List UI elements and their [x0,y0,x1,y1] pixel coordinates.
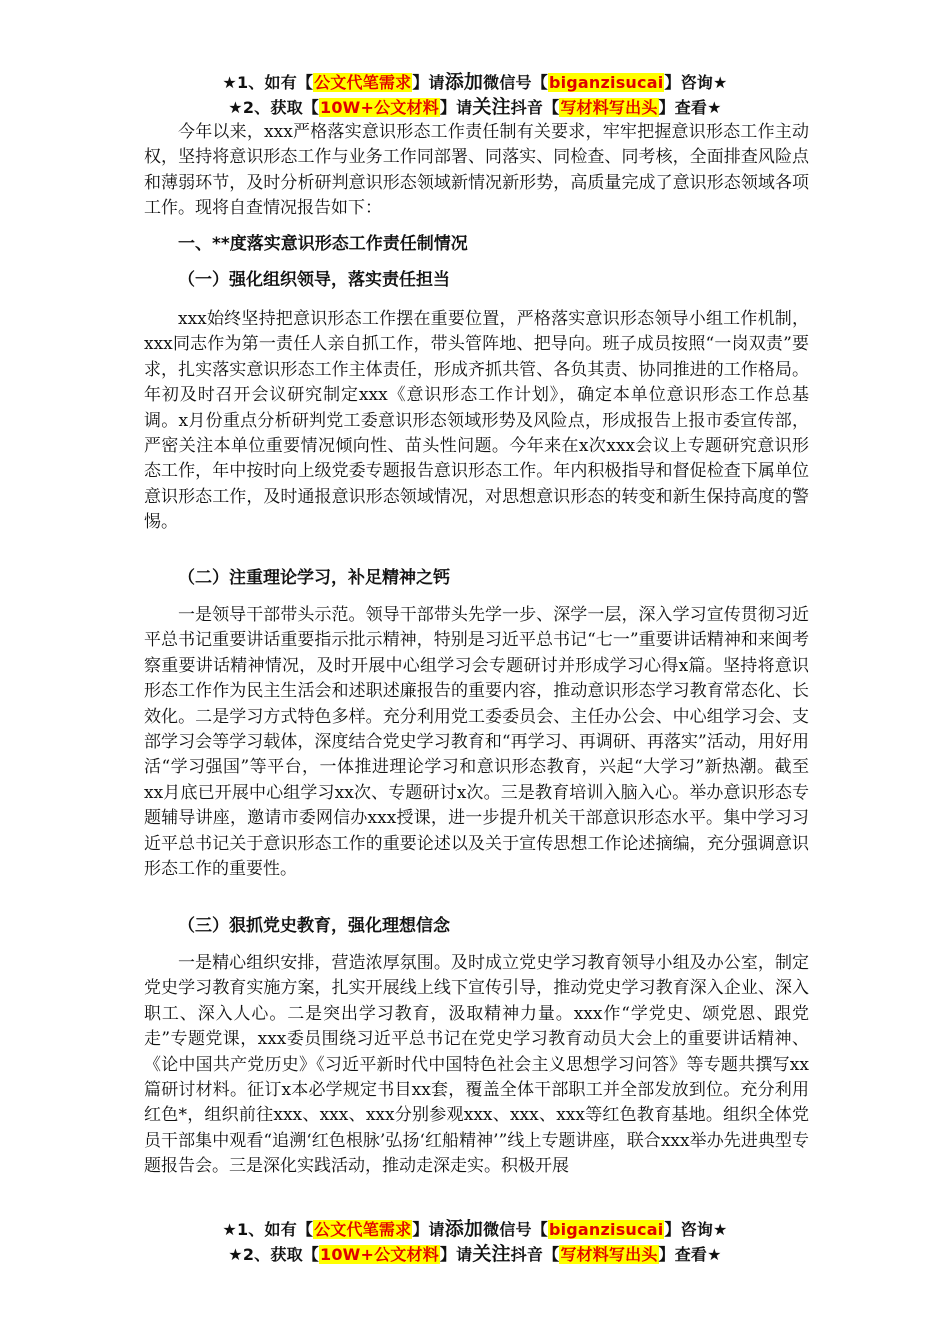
subsection-1-title: （一）强化组织领导，落实责任担当 [178,270,450,290]
promo-text: 】查看★ [658,1245,722,1264]
promo-text: 】咨询★ [664,73,728,92]
promo-highlight: biganzisucai [548,73,664,92]
promo-text: 】请 [439,98,473,117]
promo-text: ★2、获取【 [228,1245,319,1264]
promo-text: ★1、如有【 [222,1220,314,1239]
promo-line-2-bottom [0,1242,950,1267]
promo-highlight: 写材料写出头 [560,1245,658,1264]
subsection-3-paragraph: 一是精心组织安排，营造浓厚氛围。及时成立党史学习教育领导小组及办公室，制定党史学习教育实施方案，扎实开展线上线下宣传引导，推动党史学习教育深入企业、深入职工、深入人心。二是突出学习教育，汲取精神力量。xxx作“学党史、颂党恩、跟党走”专题党课，xxx委员围绕习近平总书记在党史学习教育动员大会上的重要讲话精神、《论中国共产党历史》《习近平新时代中国特色社会主义思想学习问答》等专题共撰写xx篇研讨材料。征订x本必学规定书目xx套，覆盖全体干部职工并全部发放到位。充分利用红色*，组织前往xxx、xxx、xxx分别参观xxx、xxx、xxx等红色教育基地。组织全体党员干部集中观看“追溯‘红色根脉’弘扬‘红船精神’”线上专题讲座，联合xxx举办先进典型专题报告会。三是深化实践活动，推动走深走实。积极开展 [144,953,809,1177]
promo-emphasis: 添加 [444,1218,484,1240]
subsection-3-body [144,951,809,1180]
promo-text: 】请 [412,73,445,92]
promo-text: 微信号【 [483,73,548,92]
promo-emphasis: 添加 [444,71,484,93]
promo-line-1-bottom [0,1217,950,1242]
promo-text: ★2、获取【 [228,98,319,117]
subsection-1 [144,268,809,293]
subsection-3-title: （三）狠抓党史教育，强化理想信念 [178,916,450,936]
promo-text: 微信号【 [483,1220,548,1239]
subsection-2-paragraph: 一是领导干部带头示范。领导干部带头先学一步、深学一层，深入学习宣传贯彻习近平总书记重要讲话重要指示批示精神，特别是习近平总书记“七一”重要讲话精神和来闽考察重要讲话精神情况，及时开展中心组学习会专题研讨并形成学习心得x篇。坚持将意识形态工作作为民主生活会和述职述廉报告的重要内容，推动意识形态学习教育常态化、长效化。二是学习方式特色多样。充分利用党工委委员会、主任办公会、中心组学习会、支部学习会等学习载体，深度结合党史学习教育和“再学习、再调研、再落实”活动，用好用活“学习强国”等平台，一体推进理论学习和意识形态教育，兴起“大学习”新热潮。截至xx月底已开展中心组学习xx次、专题研讨x次。三是教育培训入脑入心。举办意识形态专题辅导讲座，邀请市委网信办xxx授课，进一步提升机关干部意识形态水平。集中学习习近平总书记关于意识形态工作的重要论述以及关于宣传思想工作论述摘编，充分强调意识形态工作的重要性。 [144,605,809,880]
promo-text: 】查看★ [658,98,722,117]
promo-text: 】请 [439,1245,473,1264]
promo-line-2 [0,95,950,120]
promo-text: 抖音【 [510,1245,560,1264]
promo-highlight: 公文代笔需求 [314,73,412,92]
promo-highlight: 公文代笔需求 [314,1220,412,1239]
subsection-3 [144,914,809,939]
subsection-2-title: （二）注重理论学习，补足精神之钙 [178,568,450,588]
intro-paragraph: 今年以来，xxx严格落实意识形态工作责任制有关要求，牢牢把握意识形态工作主动权，坚持将意识形态工作与业务工作同部署、同落实、同检查、同考核，全面排查风险点和薄弱环节，及时分析研判意识形态领域新情况新形势，高质量完成了意识形态领域各项工作。现将自查情况报告如下： [144,122,809,219]
section-1 [144,232,809,257]
subsection-2-body [144,603,809,882]
promo-emphasis: 关注 [472,1243,511,1265]
intro-block [144,120,809,222]
promo-highlight: biganzisucai [548,1220,664,1239]
promo-highlight: 写材料写出头 [560,98,658,117]
promo-text: 抖音【 [510,98,560,117]
promo-highlight: 10W+公文材料 [319,1245,439,1264]
section-1-title: 一、**度落实意识形态工作责任制情况 [178,234,468,254]
promo-text: ★1、如有【 [222,73,314,92]
subsection-1-paragraph: xxx始终坚持把意识形态工作摆在重要位置，严格落实意识形态领导小组工作机制，xxx同志作为第一责任人亲自抓工作，带头管阵地、把导向。班子成员按照“一岗双责”要求，扎实落实意识形态工作主体责任，形成齐抓共管、各负其责、协同推进的工作格局。年初及时召开会议研究制定xxx《意识形态工作计划》，确定本单位意识形态工作总基调。x月份重点分析研判党工委意识形态领域形势及风险点，形成报告上报市委宣传部，严密关注本单位重要情况倾向性、苗头性问题。今年来在x次xxx会议上专题研究意识形态工作，年中按时向上级党委专题报告意识形态工作。年内积极指导和督促检查下属单位意识形态工作，及时通报意识形态领域情况，对思想意识形态的转变和新生保持高度的警惕。 [144,309,809,533]
subsection-1-body [144,307,809,536]
promo-text: 】请 [412,1220,445,1239]
promo-highlight: 10W+公文材料 [319,98,439,117]
promo-text: 】咨询★ [664,1220,728,1239]
promo-line-1 [0,70,950,95]
subsection-2 [144,566,809,591]
promo-emphasis: 关注 [472,96,511,118]
